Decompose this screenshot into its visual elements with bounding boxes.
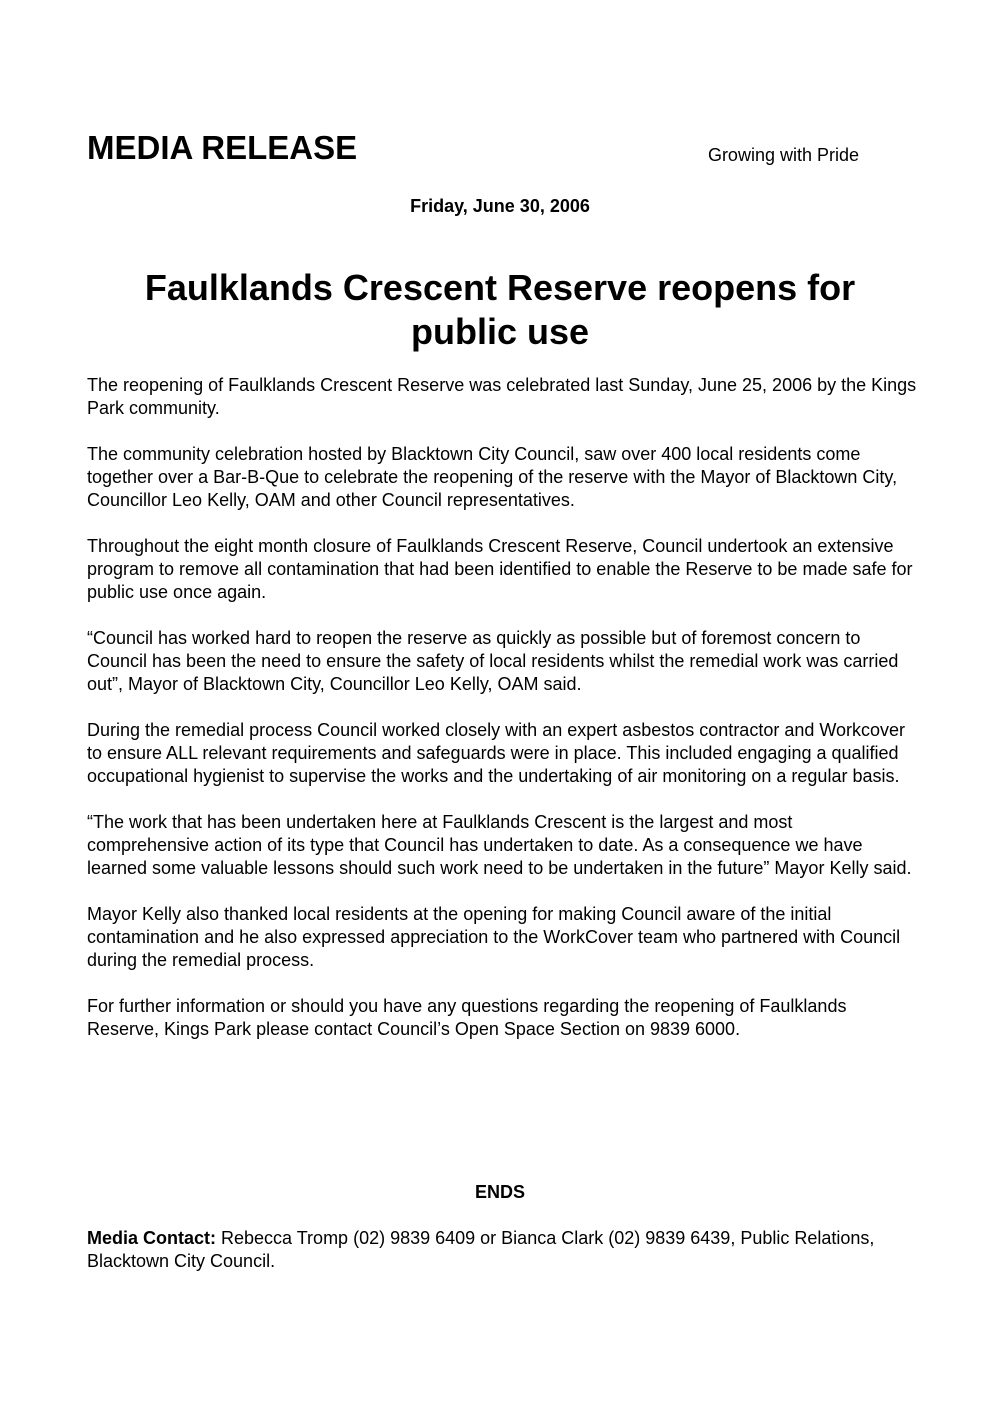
media-contact <box>87 1227 917 1273</box>
council-tagline: Growing with Pride <box>707 145 859 165</box>
headline: Faulklands Crescent Reserve reopens for public use <box>144 267 856 352</box>
media-contact-details: Rebecca Tromp (02) 9839 6409 or Bianca Clark (02) 9839 6439, Public Relations, Blacktown City Council. <box>87 1228 875 1271</box>
ends-marker: ENDS <box>474 1182 525 1202</box>
paragraph-1: The reopening of Faulklands Crescent Reserve was celebrated last Sunday, June 25, 2006 by the Kings Park community. <box>87 375 917 418</box>
paragraph-3: Throughout the eight month closure of Faulklands Crescent Reserve, Council undertook an extensive program to remove all contamination that had been identified to enable the Reserve to be made safe for public use once again. <box>87 536 913 602</box>
media-contact-label: Media Contact: <box>87 1228 217 1248</box>
paragraph-7: Mayor Kelly also thanked local residents at the opening for making Council aware of the initial contamination and he also expressed appreciation to the WorkCover team who partnered with Council during the remedial process. <box>87 904 901 970</box>
article-body <box>87 374 917 1064</box>
paragraph-4: “Council has worked hard to reopen the reserve as quickly as possible but of foremost concern to Council has been the need to ensure the safety of local residents whilst the remedial work was carried out”, Mayor of Blacktown City, Councillor Leo Kelly, OAM said. <box>87 628 899 694</box>
paragraph-6: “The work that has been undertaken here at Faulklands Crescent is the largest and most comprehensive action of its type that Council has undertaken to date. As a consequence we have learned some valuable lessons should such work need to be undertaken in the future” Mayor Kelly said. <box>87 812 912 878</box>
paragraph-5: During the remedial process Council worked closely with an expert asbestos contractor and Workcover to ensure ALL relevant requirements and safeguards were in place. This included engaging a qualified occupational hygienist to supervise the works and the undertaking of air monitoring on a regular basis. <box>87 720 906 786</box>
paragraph-8: For further information or should you have any questions regarding the reopening of Faulklands Reserve, Kings Park please contact Council’s Open Space Section on 9839 6000. <box>87 996 847 1039</box>
release-date: Friday, June 30, 2006 <box>410 196 590 216</box>
paragraph-2: The community celebration hosted by Blacktown City Council, saw over 400 local residents come together over a Bar-B-Que to celebrate the reopening of the reserve with the Mayor of Blacktown City, Councillor Leo Kelly, OAM and other Council representatives. <box>87 444 898 510</box>
document-title: MEDIA RELEASE <box>87 129 358 166</box>
